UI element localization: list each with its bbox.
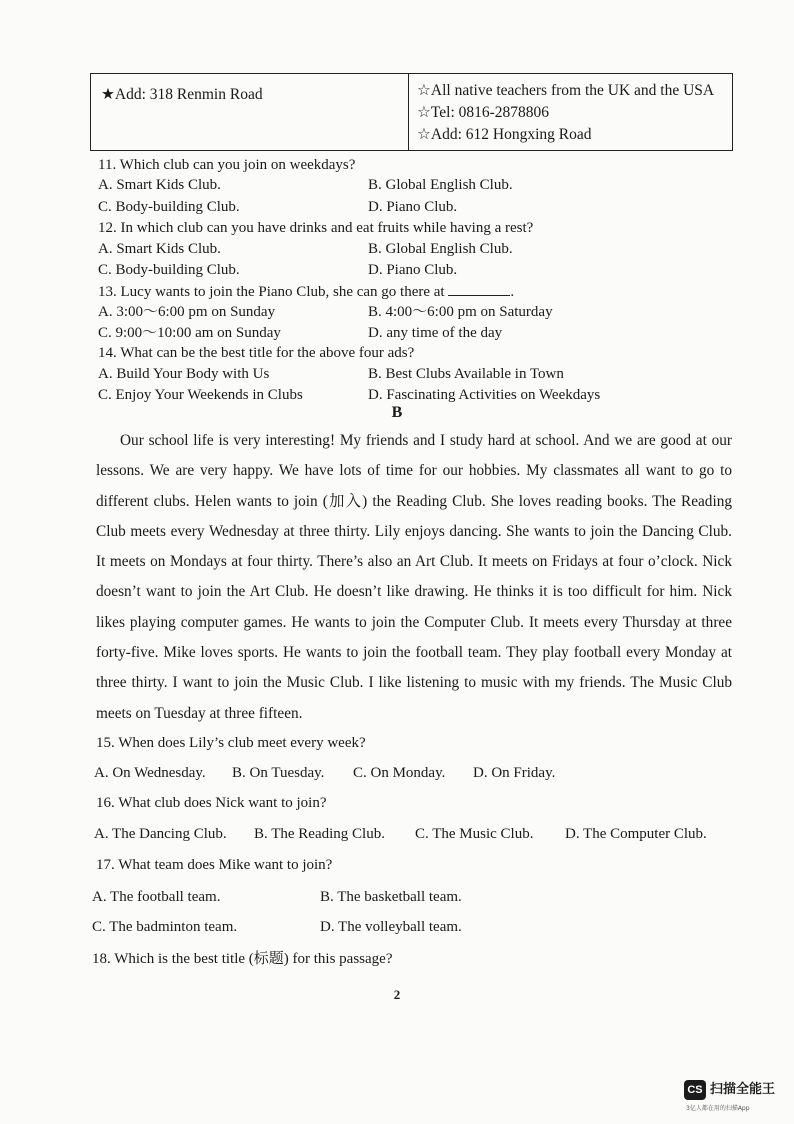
question-12-option-c: C. Body-building Club.: [98, 262, 240, 278]
question-13-stem-end: .: [510, 284, 515, 300]
ad-cell-right: [409, 74, 732, 150]
question-11-option-b: B. Global English Club.: [368, 177, 513, 193]
question-13-option-a: A. 3:00～6:00 pm on Sunday: [98, 304, 276, 320]
watermark-title: 扫描全能王: [710, 1082, 776, 1097]
section-b-heading: B: [391, 404, 403, 421]
question-11-stem: 11. Which club can you join on weekdays?: [98, 157, 356, 173]
question-12-option-d: D. Piano Club.: [368, 262, 458, 278]
question-14-stem: 14. What can be the best title for the above four ads?: [98, 345, 415, 361]
question-11-option-c: C. Body-building Club.: [98, 199, 240, 215]
question-14-option-d: D. Fascinating Activities on Weekdays: [368, 387, 601, 403]
question-16-option-b: B. The Reading Club.: [254, 826, 385, 842]
ad-right-line: ☆Tel: 0816-2878806: [417, 104, 550, 121]
question-12-stem: 12. In which club can you have drinks and eat fruits while having a rest?: [98, 220, 534, 236]
ad-left-line: ★Add: 318 Renmin Road: [101, 86, 263, 103]
passage-paragraph: Our school life is very interesting! My friends and I study hard at school. And we are good at our lessons. We are very happy. We have lots of time for our hobbies. My classmates all want to go to different clubs. Helen wants to join (加入) the Reading Club. She loves reading books. The Reading Club meets every Wednesday at three thirty. Lily enjoys dancing. She wants to join the Dancing Club. It meets on Mondays at four thirty. There’s also an Art Club. It meets on Fridays at four o’clock. Nick doesn’t want to join the Art Club. He doesn’t like drawing. He thinks it is too difficult for him. Nick likes playing computer games. He wants to join the Computer Club. It meets every Thursday at three forty-five. Mike loves sports. He wants to join the football team. They play football every Monday at three thirty. I want to join the Music Club. I like listening to music with my friends. The Music Club meets on Tuesday at three fifteen.: [96, 432, 732, 722]
question-16-option-c: C. The Music Club.: [415, 826, 534, 842]
question-15-stem: 15. When does Lily’s club meet every week?: [96, 735, 366, 751]
question-13-stem-text: 13. Lucy wants to join the Piano Club, she can go there at: [98, 284, 449, 300]
watermark-subtitle: 3亿人都在用的扫描App: [686, 1105, 750, 1112]
question-13-stem: [98, 281, 514, 302]
ad-table: [90, 73, 733, 151]
ad-cell-left: [91, 74, 409, 150]
question-15-option-c: C. On Monday.: [353, 765, 446, 781]
cs-logo-icon: CS: [684, 1080, 706, 1100]
question-13-option-c: C. 9:00～10:00 am on Sunday: [98, 325, 281, 341]
question-13-option-b: B. 4:00～6:00 pm on Saturday: [368, 304, 553, 320]
ad-right-line: ☆All native teachers from the UK and the USA: [417, 82, 715, 99]
question-15-option-d: D. On Friday.: [473, 765, 556, 781]
answer-blank: [448, 281, 510, 296]
question-16-option-d: D. The Computer Club.: [565, 826, 707, 842]
question-17-stem: 17. What team does Mike want to join?: [96, 857, 333, 873]
question-17-option-d: D. The volleyball team.: [320, 919, 462, 935]
question-14-option-a: A. Build Your Body with Us: [98, 366, 270, 382]
question-14-option-c: C. Enjoy Your Weekends in Clubs: [98, 387, 303, 403]
question-14-option-b: B. Best Clubs Available in Town: [368, 366, 564, 382]
scanner-watermark: [684, 1080, 784, 1114]
question-12-option-b: B. Global English Club.: [368, 241, 513, 257]
reading-passage: [96, 426, 732, 729]
question-17-option-b: B. The basketball team.: [320, 889, 462, 905]
question-17-option-a: A. The football team.: [92, 889, 221, 905]
question-18-stem: 18. Which is the best title (标题) for this passage?: [92, 951, 393, 967]
question-15-option-b: B. On Tuesday.: [232, 765, 325, 781]
question-13-option-d: D. any time of the day: [368, 325, 503, 341]
question-12-option-a: A. Smart Kids Club.: [98, 241, 221, 257]
question-11-option-d: D. Piano Club.: [368, 199, 458, 215]
page-number: 2: [393, 987, 401, 1002]
ad-right-line: ☆Add: 612 Hongxing Road: [417, 126, 592, 143]
question-17-option-c: C. The badminton team.: [92, 919, 238, 935]
question-16-stem: 16. What club does Nick want to join?: [96, 795, 327, 811]
question-16-option-a: A. The Dancing Club.: [94, 826, 227, 842]
question-15-option-a: A. On Wednesday.: [94, 765, 206, 781]
question-11-option-a: A. Smart Kids Club.: [98, 177, 221, 193]
